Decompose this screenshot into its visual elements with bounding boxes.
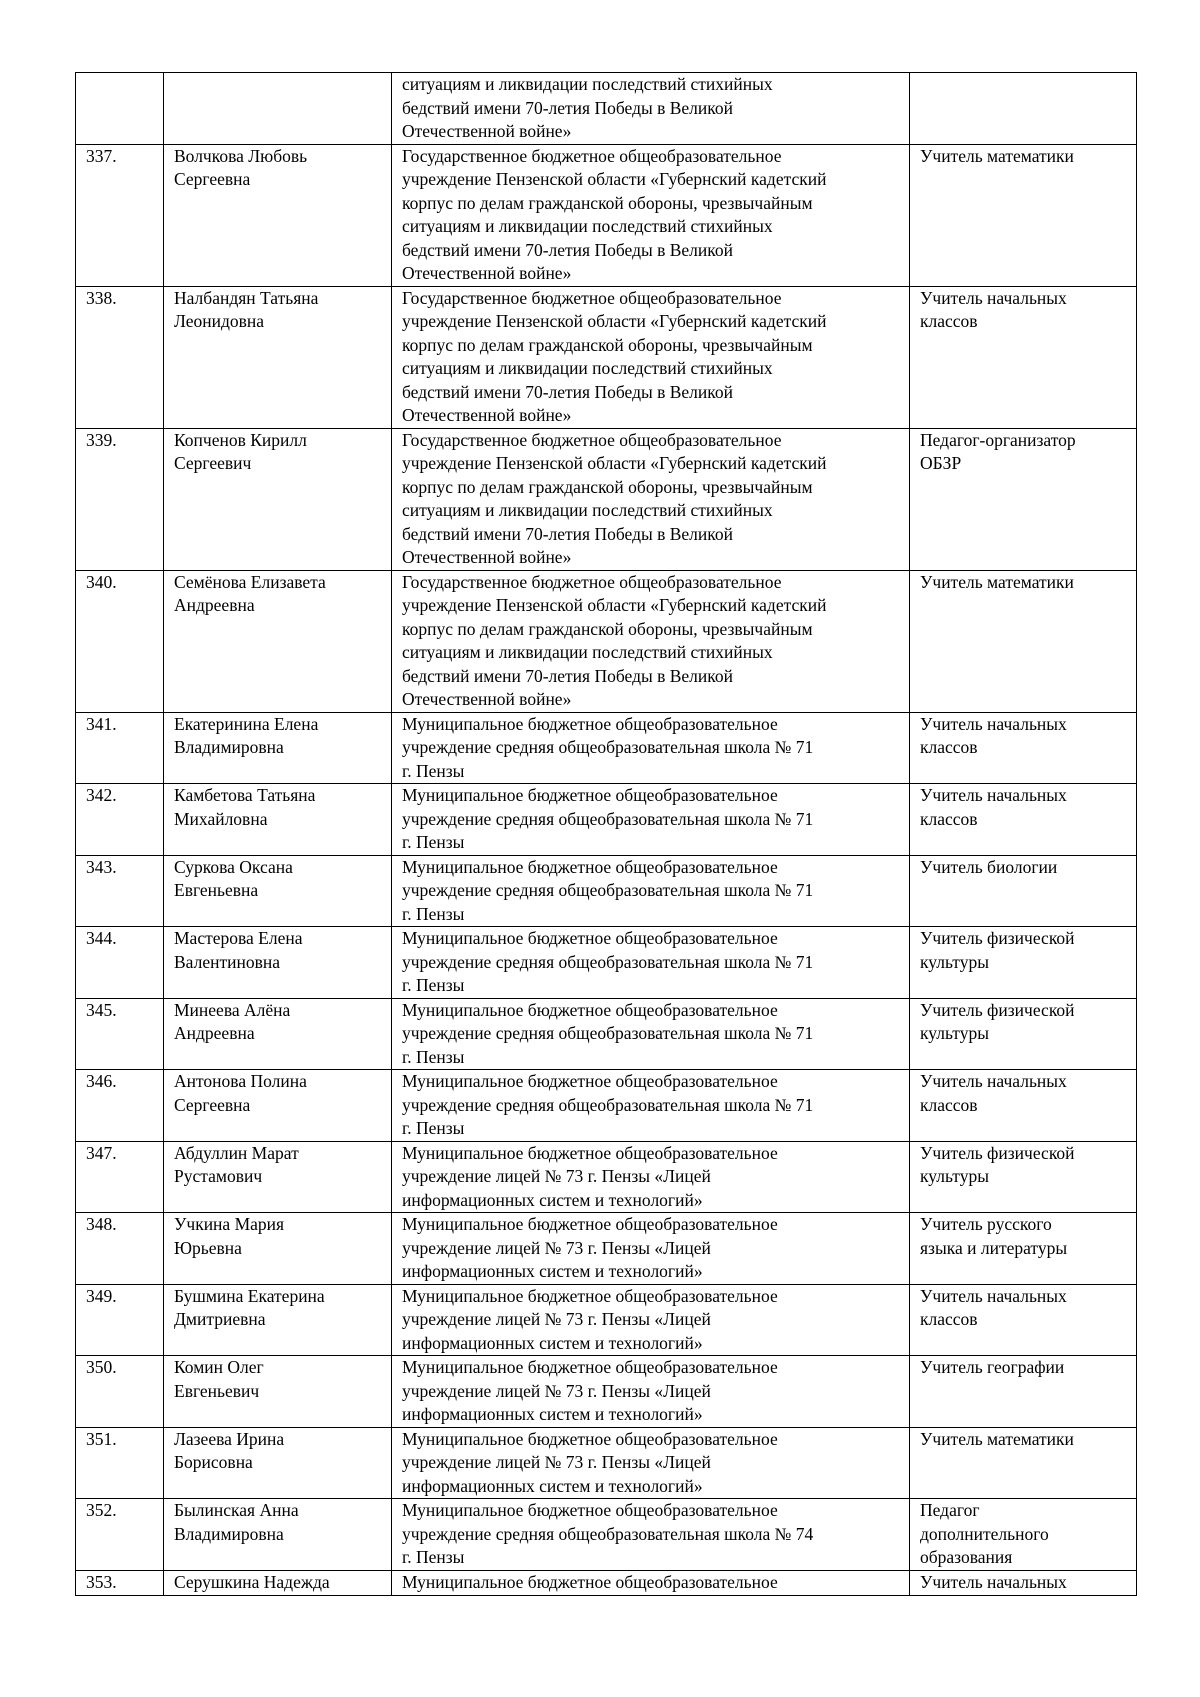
teacher-name: Мастерова Елена Валентиновна xyxy=(164,927,392,999)
teacher-name: Антонова Полина Сергеевна xyxy=(164,1070,392,1142)
row-number: 351. xyxy=(76,1427,164,1499)
table-row xyxy=(76,1070,1137,1142)
teachers-table-body xyxy=(76,73,1137,1596)
teacher-name xyxy=(164,73,392,145)
teacher-name: Суркова Оксана Евгеньевна xyxy=(164,855,392,927)
table-row xyxy=(76,73,1137,145)
teacher-name: Минеева Алёна Андреевна xyxy=(164,998,392,1070)
organization: Муниципальное бюджетное общеобразовательное xyxy=(392,1570,910,1595)
row-number: 345. xyxy=(76,998,164,1070)
position xyxy=(910,73,1137,145)
organization: Муниципальное бюджетное общеобразовательное учреждение лицей № 73 г. Пензы «Лицей информационных систем и технологий» xyxy=(392,1284,910,1356)
organization: Муниципальное бюджетное общеобразовательное учреждение средняя общеобразовательная школа № 71 г. Пензы xyxy=(392,1070,910,1142)
row-number: 338. xyxy=(76,286,164,428)
organization: Государственное бюджетное общеобразовательное учреждение Пензенской области «Губернский кадетский корпус по делам гражданской обороны, чрезвычайным ситуациям и ликвидации последствий стихийных бедствий имени 70-летия Победы в Великой Отечественной войне» xyxy=(392,286,910,428)
organization: Государственное бюджетное общеобразовательное учреждение Пензенской области «Губернский кадетский корпус по делам гражданской обороны, чрезвычайным ситуациям и ликвидации последствий стихийных бедствий имени 70-летия Победы в Великой Отечественной войне» xyxy=(392,428,910,570)
row-number: 342. xyxy=(76,784,164,856)
row-number xyxy=(76,73,164,145)
teacher-name: Абдуллин Марат Рустамович xyxy=(164,1141,392,1213)
position: Учитель начальных классов xyxy=(910,286,1137,428)
position: Педагог-организатор ОБЗР xyxy=(910,428,1137,570)
teacher-name: Копченов Кирилл Сергеевич xyxy=(164,428,392,570)
organization: Муниципальное бюджетное общеобразовательное учреждение лицей № 73 г. Пензы «Лицей информационных систем и технологий» xyxy=(392,1427,910,1499)
teacher-name: Серушкина Надежда xyxy=(164,1570,392,1595)
table-row xyxy=(76,144,1137,286)
position: Учитель начальных классов xyxy=(910,784,1137,856)
organization: Муниципальное бюджетное общеобразовательное учреждение средняя общеобразовательная школа № 71 г. Пензы xyxy=(392,927,910,999)
position: Учитель русского языка и литературы xyxy=(910,1213,1137,1285)
row-number: 352. xyxy=(76,1499,164,1571)
row-number: 349. xyxy=(76,1284,164,1356)
teacher-name: Учкина Мария Юрьевна xyxy=(164,1213,392,1285)
row-number: 348. xyxy=(76,1213,164,1285)
organization: ситуациям и ликвидации последствий стихийных бедствий имени 70-летия Победы в Великой Отечественной войне» xyxy=(392,73,910,145)
position: Учитель биологии xyxy=(910,855,1137,927)
teachers-table xyxy=(75,72,1137,1596)
row-number: 353. xyxy=(76,1570,164,1595)
row-number: 339. xyxy=(76,428,164,570)
row-number: 347. xyxy=(76,1141,164,1213)
table-row xyxy=(76,1284,1137,1356)
row-number: 346. xyxy=(76,1070,164,1142)
organization: Муниципальное бюджетное общеобразовательное учреждение лицей № 73 г. Пензы «Лицей информационных систем и технологий» xyxy=(392,1356,910,1428)
position: Учитель начальных xyxy=(910,1570,1137,1595)
table-row xyxy=(76,1570,1137,1595)
organization: Муниципальное бюджетное общеобразовательное учреждение лицей № 73 г. Пензы «Лицей информационных систем и технологий» xyxy=(392,1141,910,1213)
table-row xyxy=(76,1356,1137,1428)
row-number: 340. xyxy=(76,570,164,712)
row-number: 344. xyxy=(76,927,164,999)
teacher-name: Былинская Анна Владимировна xyxy=(164,1499,392,1571)
organization: Муниципальное бюджетное общеобразовательное учреждение средняя общеобразовательная школа № 71 г. Пензы xyxy=(392,712,910,784)
teacher-name: Семёнова Елизавета Андреевна xyxy=(164,570,392,712)
position: Учитель начальных классов xyxy=(910,1284,1137,1356)
organization: Муниципальное бюджетное общеобразовательное учреждение лицей № 73 г. Пензы «Лицей информационных систем и технологий» xyxy=(392,1213,910,1285)
teacher-name: Бушмина Екатерина Дмитриевна xyxy=(164,1284,392,1356)
position: Учитель физической культуры xyxy=(910,998,1137,1070)
table-row xyxy=(76,998,1137,1070)
table-row xyxy=(76,1427,1137,1499)
position: Педагог дополнительного образования xyxy=(910,1499,1137,1571)
position: Учитель географии xyxy=(910,1356,1137,1428)
table-row xyxy=(76,855,1137,927)
table-row xyxy=(76,1141,1137,1213)
position: Учитель начальных классов xyxy=(910,712,1137,784)
teacher-name: Камбетова Татьяна Михайловна xyxy=(164,784,392,856)
organization: Муниципальное бюджетное общеобразовательное учреждение средняя общеобразовательная школа № 71 г. Пензы xyxy=(392,784,910,856)
teacher-name: Лазеева Ирина Борисовна xyxy=(164,1427,392,1499)
row-number: 341. xyxy=(76,712,164,784)
organization: Государственное бюджетное общеобразовательное учреждение Пензенской области «Губернский кадетский корпус по делам гражданской обороны, чрезвычайным ситуациям и ликвидации последствий стихийных бедствий имени 70-летия Победы в Великой Отечественной войне» xyxy=(392,570,910,712)
table-row xyxy=(76,428,1137,570)
table-row xyxy=(76,1499,1137,1571)
teacher-name: Комин Олег Евгеньевич xyxy=(164,1356,392,1428)
position: Учитель математики xyxy=(910,1427,1137,1499)
organization: Муниципальное бюджетное общеобразовательное учреждение средняя общеобразовательная школа № 71 г. Пензы xyxy=(392,998,910,1070)
table-row xyxy=(76,784,1137,856)
position: Учитель физической культуры xyxy=(910,1141,1137,1213)
table-row xyxy=(76,927,1137,999)
table-row xyxy=(76,1213,1137,1285)
row-number: 337. xyxy=(76,144,164,286)
position: Учитель начальных классов xyxy=(910,1070,1137,1142)
row-number: 350. xyxy=(76,1356,164,1428)
table-row xyxy=(76,712,1137,784)
position: Учитель физической культуры xyxy=(910,927,1137,999)
teacher-name: Екатеринина Елена Владимировна xyxy=(164,712,392,784)
table-row xyxy=(76,570,1137,712)
row-number: 343. xyxy=(76,855,164,927)
organization: Муниципальное бюджетное общеобразовательное учреждение средняя общеобразовательная школа № 74 г. Пензы xyxy=(392,1499,910,1571)
organization: Государственное бюджетное общеобразовательное учреждение Пензенской области «Губернский кадетский корпус по делам гражданской обороны, чрезвычайным ситуациям и ликвидации последствий стихийных бедствий имени 70-летия Победы в Великой Отечественной войне» xyxy=(392,144,910,286)
position: Учитель математики xyxy=(910,570,1137,712)
position: Учитель математики xyxy=(910,144,1137,286)
table-row xyxy=(76,286,1137,428)
teacher-name: Налбандян Татьяна Леонидовна xyxy=(164,286,392,428)
organization: Муниципальное бюджетное общеобразовательное учреждение средняя общеобразовательная школа № 71 г. Пензы xyxy=(392,855,910,927)
teacher-name: Волчкова Любовь Сергеевна xyxy=(164,144,392,286)
